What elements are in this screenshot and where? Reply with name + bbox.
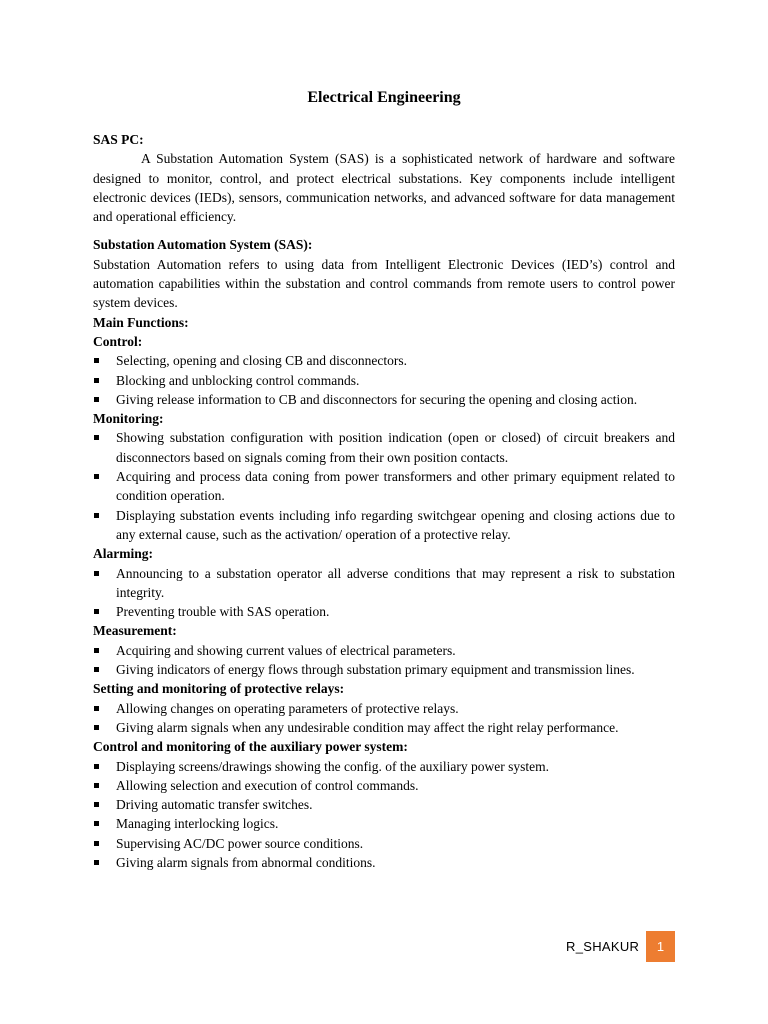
square-bullet-icon <box>94 860 99 865</box>
main-functions-heading: Main Functions: <box>93 314 189 330</box>
list-item-text: Displaying screens/drawings showing the config. of the auxiliary power system. <box>116 758 550 774</box>
square-bullet-icon <box>94 764 99 769</box>
square-bullet-icon <box>94 725 99 730</box>
list-item-text: Giving alarm signals from abnormal conditions. <box>116 854 376 870</box>
list-item-text: Displaying substation events including info regarding switchgear opening and closing actions due to any external cause, such as the activation/ operation of a protective relay. <box>116 507 675 542</box>
bullet-list <box>93 351 675 409</box>
list-item <box>93 564 675 603</box>
function-heading: Measurement: <box>93 623 177 639</box>
list-item <box>93 602 675 621</box>
list-item-text: Allowing changes on operating parameters of protective relays. <box>116 700 459 716</box>
function-sections <box>93 332 675 872</box>
list-item <box>93 371 675 390</box>
function-heading: Monitoring: <box>93 411 164 427</box>
function-heading: Control: <box>93 333 143 349</box>
square-bullet-icon <box>94 706 99 711</box>
section-heading-sas: Substation Automation System (SAS): <box>93 237 313 253</box>
bullet-list <box>93 564 675 622</box>
square-bullet-icon <box>94 474 99 479</box>
bullet-list <box>93 757 675 873</box>
list-item-text: Giving release information to CB and disconnectors for securing the opening and closing action. <box>116 391 638 407</box>
list-item-text: Acquiring and showing current values of electrical parameters. <box>116 642 456 658</box>
function-heading: Alarming: <box>93 546 153 562</box>
square-bullet-icon <box>94 802 99 807</box>
list-item <box>93 776 675 795</box>
square-bullet-icon <box>94 378 99 383</box>
square-bullet-icon <box>94 397 99 402</box>
list-item-text: Selecting, opening and closing CB and disconnectors. <box>116 353 407 369</box>
function-heading: Setting and monitoring of protective relays: <box>93 681 345 697</box>
list-item <box>93 467 675 506</box>
bullet-list <box>93 641 675 680</box>
footer-author: R_SHAKUR <box>566 939 640 954</box>
list-item-text: Giving alarm signals when any undesirable condition may affect the right relay performance. <box>116 719 619 735</box>
bullet-list <box>93 428 675 544</box>
list-item <box>93 351 675 370</box>
function-heading: Control and monitoring of the auxiliary power system: <box>93 739 408 755</box>
list-item <box>93 699 675 718</box>
list-item-text: Driving automatic transfer switches. <box>116 797 313 813</box>
paragraph-sas-pc: A Substation Automation System (SAS) is a sophisticated network of hardware and software designed to monitor, control, and protect electrical substations. Key components include intelligent electronic devices (IEDs), sensors, communication networks, and advanced software for data management and operational efficiency. <box>93 151 675 225</box>
square-bullet-icon <box>94 358 99 363</box>
list-item <box>93 853 675 872</box>
square-bullet-icon <box>94 571 99 576</box>
paragraph-sas: Substation Automation refers to using data from Intelligent Electronic Devices (IED’s) control and automation capabilities within the substation and control commands from remote users to control power system devices. <box>93 256 675 311</box>
square-bullet-icon <box>94 841 99 846</box>
square-bullet-icon <box>94 783 99 788</box>
list-item <box>93 795 675 814</box>
list-item-text: Allowing selection and execution of control commands. <box>116 777 419 793</box>
square-bullet-icon <box>94 648 99 653</box>
list-item <box>93 834 675 853</box>
list-item <box>93 641 675 660</box>
list-item <box>93 757 675 776</box>
list-item <box>93 718 675 737</box>
page-number-badge: 1 <box>646 931 675 962</box>
list-item-text: Supervising AC/DC power source conditions. <box>116 835 364 851</box>
list-item <box>93 506 675 545</box>
bullet-list <box>93 699 675 738</box>
list-item-text: Blocking and unblocking control commands. <box>116 372 360 388</box>
list-item <box>93 428 675 467</box>
list-item <box>93 814 675 833</box>
list-item-text: Managing interlocking logics. <box>116 816 279 832</box>
section-heading-sas-pc: SAS PC: <box>93 132 144 147</box>
square-bullet-icon <box>94 513 99 518</box>
square-bullet-icon <box>94 435 99 440</box>
list-item-text: Showing substation configuration with position indication (open or closed) of circuit breakers and disconnectors based on signals coming from their own position contacts. <box>116 430 675 465</box>
square-bullet-icon <box>94 609 99 614</box>
square-bullet-icon <box>94 821 99 826</box>
list-item <box>93 660 675 679</box>
list-item-text: Announcing to a substation operator all adverse conditions that may represent a risk to substation integrity. <box>116 565 675 600</box>
list-item-text: Giving indicators of energy flows through substation primary equipment and transmission lines. <box>116 662 635 678</box>
list-item <box>93 390 675 409</box>
page-title: Electrical Engineering <box>307 89 461 106</box>
square-bullet-icon <box>94 667 99 672</box>
list-item-text: Preventing trouble with SAS operation. <box>116 604 330 620</box>
list-item-text: Acquiring and process data coning from power transformers and other primary equipment related to condition operation. <box>116 469 675 504</box>
document-body <box>93 130 675 872</box>
